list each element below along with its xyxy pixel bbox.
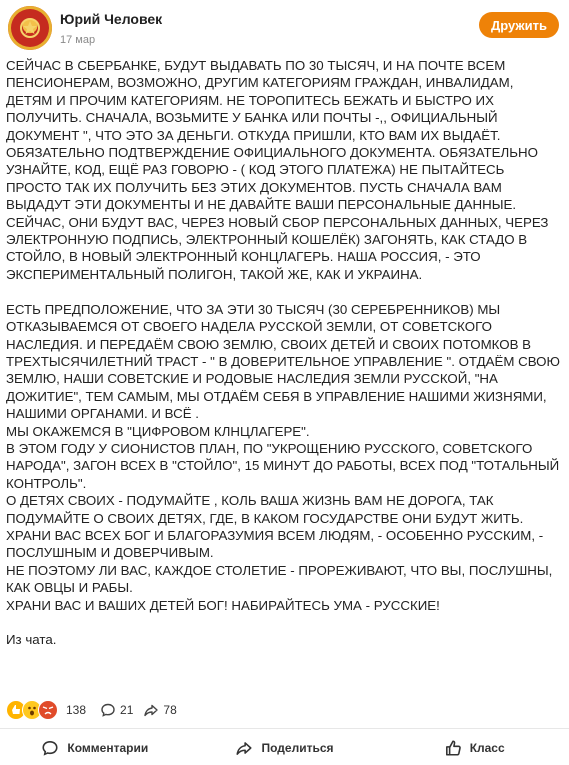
share-arrow-icon bbox=[235, 739, 253, 757]
post-date[interactable]: 17 мар bbox=[60, 34, 96, 46]
share-button[interactable] bbox=[190, 735, 380, 761]
shares-count: 78 bbox=[163, 703, 177, 717]
comment-bubble-icon bbox=[41, 739, 59, 757]
avatar[interactable] bbox=[8, 6, 52, 50]
reactions-bar[interactable] bbox=[6, 700, 187, 720]
comment-bubble-icon bbox=[100, 702, 116, 718]
comments-stat[interactable] bbox=[100, 702, 133, 718]
like-button[interactable] bbox=[379, 735, 569, 761]
author-name[interactable]: Юрий Человек bbox=[60, 11, 163, 27]
post-header bbox=[8, 6, 561, 46]
share-arrow-icon bbox=[143, 702, 159, 718]
post-actions bbox=[0, 735, 569, 761]
share-label: Поделиться bbox=[261, 741, 334, 755]
thumbs-up-icon bbox=[444, 739, 462, 757]
like-label: Класс bbox=[469, 741, 505, 755]
comments-count: 21 bbox=[120, 703, 134, 717]
reactions-count: 138 bbox=[66, 703, 87, 717]
add-friend-button[interactable]: Дружить bbox=[479, 12, 559, 38]
comments-button[interactable] bbox=[0, 735, 190, 761]
shares-stat[interactable] bbox=[143, 702, 176, 718]
angry-face-icon bbox=[38, 700, 58, 720]
divider bbox=[0, 728, 569, 729]
emblem-icon bbox=[19, 17, 41, 39]
comments-label: Комментарии bbox=[67, 741, 149, 755]
post-text: СЕЙЧАС В СБЕРБАНКЕ, БУДУТ ВЫДАВАТЬ ПО 30 ТЫСЯЧ, И НА ПОЧТЕ ВСЕМ ПЕНСИОНЕРАМ, ВОЗМОЖНО, ДРУГИМ КАТЕГОРИЯМ ГРАЖДАН, ИНВАЛИДАМ, ДЕТЯМ И ПРОЧИМ КАТЕГОРИЯМ. НЕ ТОРОПИТЕСЬ БЕЖАТЬ И БЫСТРО ИХ ПОЛУЧИТЬ. СНАЧАЛА, ВОЗЬМИТЕ У БАНКА ИЛИ ПОЧТЫ -,, ОФИЦИАЛЬНЫЙ ДОКУМЕНТ ", ЧТО ЭТО ЗА ДЕНЬГИ. ОТКУДА ПРИШЛИ, КТО ВАМ ИХ ВЫДАЁТ. ОБЯЗАТЕЛЬНО ПОДТВЕРЖДЕНИЕ ОФИЦИАЛЬНОГО ДОКУМЕНТА. ОБЯЗАТЕЛЬНО УЗНАЙТЕ, КОД, ЕЩЁ РАЗ ГОВОРЮ - ( КОД ЭТОГО ПЛАТЕЖА) НЕ ПЫТАЙТЕСЬ ПРОСТО ТАК ИХ ПОЛУЧИТЬ БЕЗ ЭТИХ ДОКУМЕНТОВ. ПУСТЬ СНАЧАЛА ВАМ ВЫДАДУТ ЭТИ ДОКУМЕНТЫ И НЕ ДАВАЙТЕ ВАШИ ПЕРСОНАЛЬНЫЕ ДАННЫЕ. СЕЙЧАС, ОНИ БУДУТ ВАС, ЧЕРЕЗ НОВЫЙ СБОР ПЕРСОНАЛЬНЫХ ДАННЫХ, ЧЕРЕЗ ЭЛЕКТРОННУЮ ПОДПИСЬ, ЭЛЕКТРОННЫЙ КОШЕЛЁК) ЗАГОНЯТЬ, КАК СТАДО В СТОЙЛО, В НОВЫЙ ЭЛЕКТРОННЫЙ КОНЦЛАГЕРЬ. НАША РОССИЯ, - ЭТО ЭКСПЕРИМЕНТАЛЬНЫЙ ПОЛИГОН, ТАКОЙ ЖЕ, КАК И УКРАИНА. ЕСТЬ ПРЕДПОЛОЖЕНИЕ, ЧТО ЗА ЭТИ 30 ТЫСЯЧ (30 СЕРЕБРЕННИКОВ) МЫ ОТКАЗЫВАЕМСЯ ОТ СВОЕГО НАДЕЛА РУССКОЙ ЗЕМЛИ, ОТ СОВЕТСКОГО НАСЛЕДИЯ. И ПЕРЕДАЁМ СВОЮ ЗЕМЛЮ, СВОИХ ДЕТЕЙ И СВОИХ ПОТОМКОВ В ТРЕХТЫСЯЧИЛЕТНИЙ ТРАСТ - " В ДОВЕРИТЕЛЬНОЕ УПРАВЛЕНИЕ ". ОТДАЁМ СВОЮ ЗЕМЛЮ, НАШИ СОВЕТСКИЕ И РОДОВЫЕ НАСЛЕДИЯ ЗЕМЛИ РУССКОЙ, "НА ДОЖИТИЕ", ТЕМ САМЫМ, МЫ ОТДАЁМ СЕБЯ В УПРАВЛЕНИЕ НАШИМИ ЖИЗНЯМИ, НАШИМИ ОРГАНАМИ. И ВСЁ . МЫ ОКАЖЕМСЯ В "ЦИФРОВОМ КЛНЦЛАГЕРЕ". В ЭТОМ ГОДУ У СИОНИСТОВ ПЛАН, ПО "УКРОЩЕНИЮ РУССКОГО, СОВЕТСКОГО НАРОДА", ЗАГОН ВСЕХ В "СТОЙЛО", 15 МИНУТ ДО РАБОТЫ, ВСЕХ ПОД "ТОТАЛЬНЫЙ КОНТРОЛЬ". О ДЕТЯХ СВОИХ - ПОДУМАЙТЕ , КОЛЬ ВАША ЖИЗНЬ ВАМ НЕ ДОРОГА, ТАК ПОДУМАЙТЕ О СВОИХ ДЕТЯХ, ГДЕ, В КАКОМ ГОСУДАРСТВЕ ОНИ БУДУТ ЖИТЬ. ХРАНИ ВАС ВСЕХ БОГ И БЛАГОРАЗУМИЯ ВСЕМ ЛЮДЯМ, - ОСОБЕННО РУССКИМ, - ПОСЛУШНЫМ И ДОВЕРЧИВЫМ. НЕ ПОЭТОМУ ЛИ ВАС, КАЖДОЕ СТОЛЕТИЕ - ПРОРЕЖИВАЮТ, ЧТО ВЫ, ПОСЛУШНЫ, КАК ОВЦЫ И РАБЫ. ХРАНИ ВАС И ВАШИХ ДЕТЕЙ БОГ! НАБИРАЙТЕСЬ УМА - РУССКИЕ! Из чата. bbox=[6, 58, 560, 648]
